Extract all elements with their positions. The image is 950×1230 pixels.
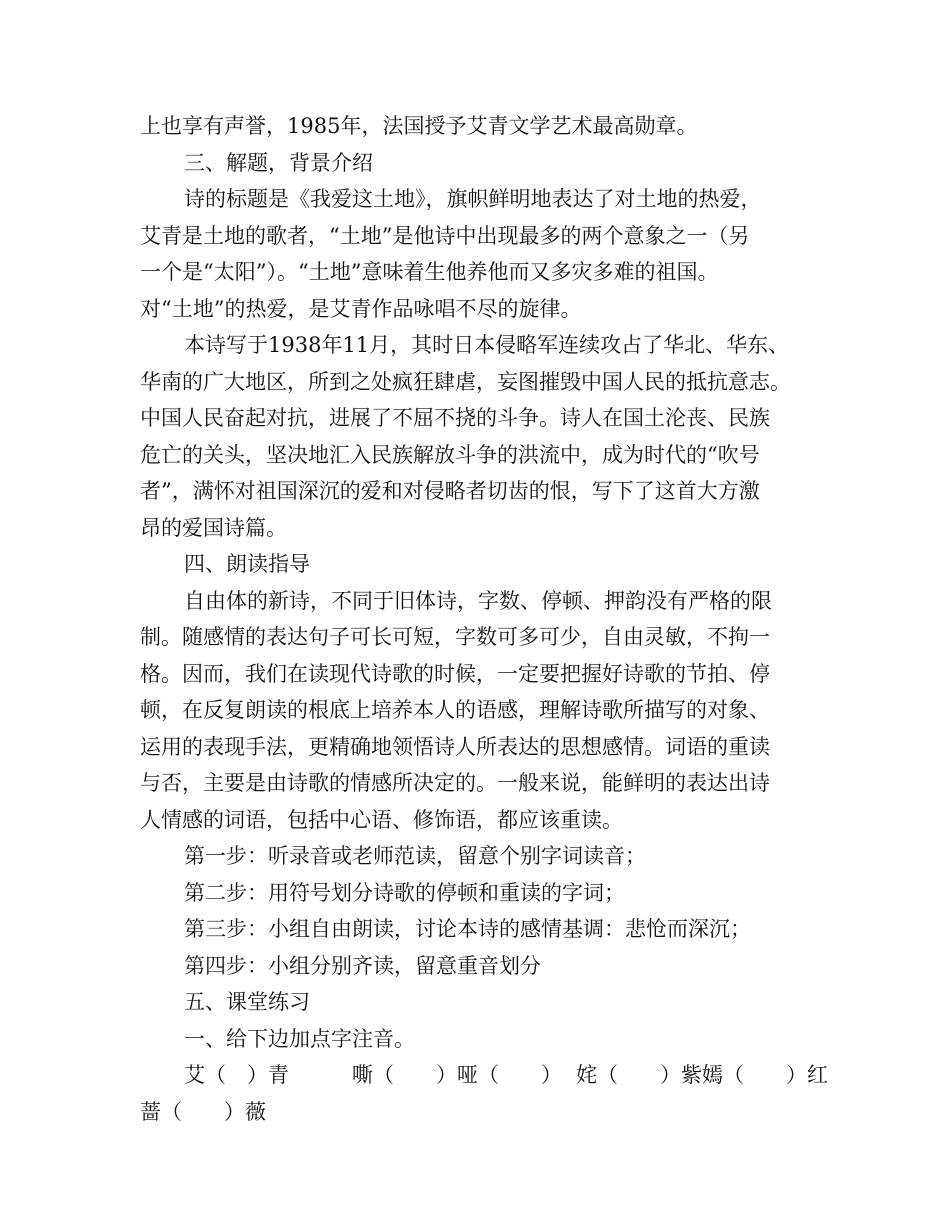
text-line: 昂的爱国诗篇。 [140,515,287,540]
text-line: 上也享有声誉，1985年，法国授予艾青文学艺术最高勋章。 [140,114,698,138]
text-line: 一个是“太阳”）。“土地”意味着生他养他而又多灾多难的祖国。 [140,260,719,284]
step-line: 第四步：小组分别齐读，留意重音划分 [184,953,541,978]
exercise-item: 姹（ ）紫嫣（ ）红 [576,1063,828,1087]
section-heading: 四、朗读指导 [184,552,310,576]
text-line: 人情感的词语，包括中心语、修饰语，都应该重读。 [140,807,623,832]
text-line: 对“土地”的热爱，是艾青作品咏唱不尽的旋律。 [140,296,582,321]
step-line: 第一步：听录音或老师范读，留意个别字词读音； [184,844,646,868]
document-body [140,108,830,1130]
text-line: 运用的表现手法，更精确地领悟诗人所表达的思想感情。词语的重读 [140,734,770,759]
text-line: 与否，主要是由诗歌的情感所决定的。一般来说，能鲜明的表达出诗 [140,771,770,795]
text-line: 者”，满怀对祖国深沉的爱和对侵略者切齿的恨，写下了这首大方激 [140,479,760,503]
text-line: 格。因而，我们在读现代诗歌的时候，一定要把握好诗歌的节拍、停 [140,661,770,686]
text-line: 艾青是土地的歌者，“土地”是他诗中出现最多的两个意象之一（另 [140,223,750,248]
exercise-item: 艾（ ）青 [184,1063,289,1087]
exercise-continuation: 蔷（ ）薇 [140,1099,266,1124]
text-line: 华南的广大地区，所到之处疯狂肆虐，妄图摧毁中国人民的抵抗意志。 [140,369,791,394]
exercise-item: 嘶（ ）哑（ ） [352,1063,562,1087]
section-heading: 五、课堂练习 [184,990,310,1014]
text-line: 危亡的关头，坚决地汇入民族解放斗争的洪流中，成为时代的“吹号 [140,442,760,467]
exercise-items-row [140,1057,830,1094]
text-line: 自由体的新诗，不同于旧体诗，字数、停顿、押韵没有严格的限 [184,588,772,613]
text-line: 本诗写于1938年11月，其时日本侵略军连续攻占了华北、华东、 [184,333,790,357]
text-line: 中国人民奋起对抗，进展了不屈不挠的斗争。诗人在国土沦丧、民族 [140,406,770,430]
text-line: 制。随感情的表达句子可长可短，字数可多可少，自由灵敏，不拘一 [140,625,770,649]
exercise-instruction: 一、给下边加点字注音。 [184,1026,415,1051]
text-line: 诗的标题是《我爱这土地》，旗帜鲜明地表达了对土地的热爱， [184,187,762,211]
text-line: 顿，在反复朗读的根底上培养本人的语感，理解诗歌所描写的对象、 [140,698,770,722]
step-line: 第二步：用符号划分诗歌的停顿和重读的字词； [184,880,625,905]
section-heading: 三、解题，背景介绍 [184,150,373,175]
step-line: 第三步：小组自由朗读，讨论本诗的感情基调：悲怆而深沉； [184,917,751,941]
